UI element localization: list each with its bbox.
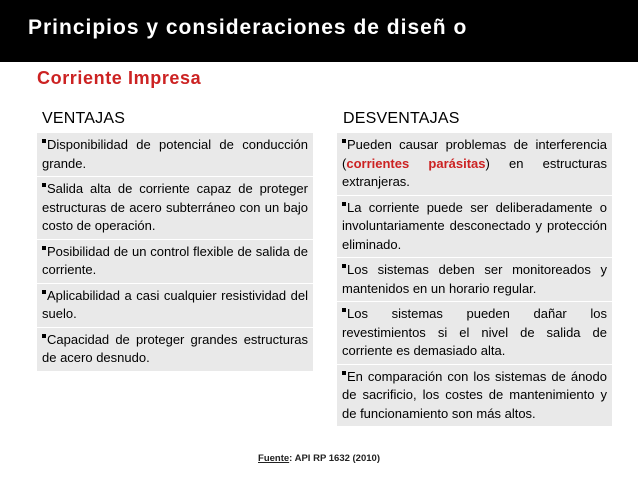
advantage-item xyxy=(37,133,313,177)
advantage-text: Posibilidad de un control flexible de salida de corriente. xyxy=(42,243,308,277)
disadvantage-item xyxy=(337,365,612,427)
bullet-icon xyxy=(42,290,46,294)
bullet-icon xyxy=(42,183,46,187)
disadvantage-item xyxy=(337,133,612,196)
bullet-icon xyxy=(342,202,346,206)
disadvantage-text: En comparación con los sistemas de ánodo de sacrificio, los costes de mantenimiento y de funcionamiento son más altos. xyxy=(342,368,607,421)
disadvantage-text: Pueden causar problemas de interferencia ( xyxy=(342,137,607,171)
disadvantage-text: Los sistemas pueden dañar los revestimientos si el nivel de salida de corriente es demasiado alta. xyxy=(342,306,607,358)
highlight-text: corrientes parásitas xyxy=(346,155,486,171)
advantage-item xyxy=(37,284,313,328)
slide-title: Principios y consideraciones de diseñ o xyxy=(28,16,468,39)
slide-subtitle: Corriente Impresa xyxy=(37,68,202,88)
advantages-list xyxy=(37,133,313,371)
bullet-icon xyxy=(342,371,346,375)
disadvantage-text: ) en estructuras extranjeras. xyxy=(342,155,607,189)
disadvantage-item xyxy=(337,258,612,302)
advantage-text: Disponibilidad de potencial de conducción grande. xyxy=(42,137,308,171)
advantage-text: Salida alta de corriente capaz de proteger estructuras de acero subterráneo con un bajo costo de operación. xyxy=(42,181,308,233)
disadvantage-text: Los sistemas deben ser monitoreados y mantenidos en un horario regular. xyxy=(342,262,607,296)
disadvantage-item xyxy=(337,196,612,259)
bullet-icon xyxy=(342,308,346,312)
bullet-icon xyxy=(42,139,46,143)
advantage-item xyxy=(37,177,313,240)
bullet-icon xyxy=(342,139,346,143)
advantages-heading: VENTAJAS xyxy=(42,110,126,127)
advantage-text: Capacidad de proteger grandes estructuras de acero desnudo. xyxy=(42,331,308,365)
bullet-icon xyxy=(342,264,346,268)
bullet-icon xyxy=(42,246,46,250)
advantage-item xyxy=(37,328,313,371)
disadvantages-heading: DESVENTAJAS xyxy=(343,110,460,127)
title-bar xyxy=(0,0,638,62)
advantage-item xyxy=(37,240,313,284)
bullet-icon xyxy=(42,334,46,338)
advantage-text: Aplicabilidad a casi cualquier resistividad del suelo. xyxy=(42,287,308,321)
disadvantage-item xyxy=(337,302,612,365)
source-citation xyxy=(0,453,638,464)
disadvantage-text: La corriente puede ser deliberadamente o involuntariamente desconectado y protección eliminado. xyxy=(342,199,607,252)
disadvantages-list xyxy=(337,133,612,426)
source-text: : API RP 1632 (2010) xyxy=(289,453,380,464)
source-label: Fuente xyxy=(258,453,290,464)
